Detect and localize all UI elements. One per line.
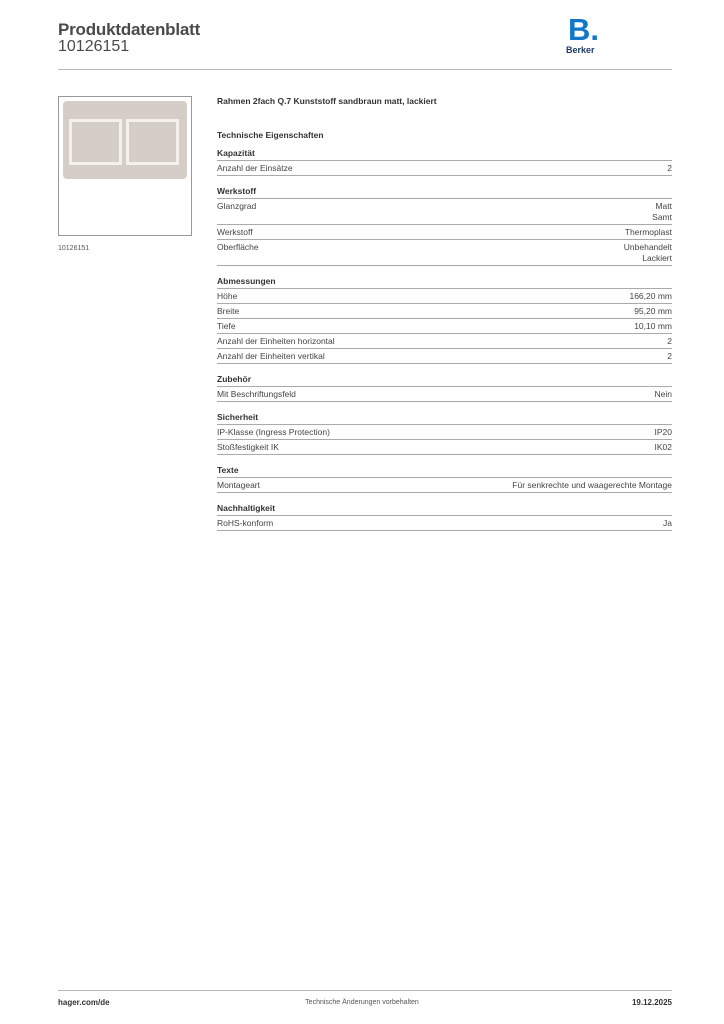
spec-value-line: Für senkrechte und waagerechte Montage: [512, 480, 672, 490]
spec-label: IP-Klasse (Ingress Protection): [217, 427, 330, 437]
spec-group: [217, 465, 672, 493]
frame-opening-right: [126, 119, 179, 165]
spec-label: Oberfläche: [217, 242, 259, 252]
footer-website: hager.com/de: [58, 998, 110, 1007]
footer-date: 19.12.2025: [631, 998, 672, 1007]
spec-value-line: Nein: [654, 389, 672, 399]
spec-value: [512, 480, 672, 491]
product-image: [58, 96, 192, 236]
spec-row: [217, 225, 672, 240]
spec-group: [217, 374, 672, 402]
spec-value-line: Ja: [663, 518, 672, 528]
spec-value-line: Matt: [655, 201, 672, 211]
frame-opening-left: [69, 119, 122, 165]
spec-value-line: 95,20 mm: [634, 306, 672, 316]
spec-groups: [217, 148, 672, 531]
spec-content: [217, 96, 672, 541]
spec-group: [217, 276, 672, 364]
spec-label: Glanzgrad: [217, 201, 257, 211]
spec-value-line: Lackiert: [642, 253, 672, 263]
footer-notice: Technische Änderungen vorbehalten: [305, 999, 419, 1006]
spec-label: Montageart: [217, 480, 260, 490]
spec-label: Tiefe: [217, 321, 236, 331]
spec-label: Anzahl der Einheiten vertikal: [217, 351, 325, 361]
spec-value: [667, 351, 672, 362]
spec-label: Anzahl der Einsätze: [217, 163, 293, 173]
spec-group-title: Zubehör: [217, 374, 672, 387]
berker-logo: [566, 14, 606, 56]
spec-group-title: Nachhaltigkeit: [217, 503, 672, 516]
spec-value: [655, 389, 672, 400]
spec-label: Werkstoff: [217, 227, 253, 237]
spec-group: [217, 412, 672, 455]
spec-group-title: Werkstoff: [217, 186, 672, 199]
spec-value: [663, 518, 672, 529]
spec-value-line: Unbehandelt: [623, 242, 672, 252]
spec-row: [217, 319, 672, 334]
logo-text: Berker: [566, 45, 595, 55]
spec-row: [217, 349, 672, 364]
spec-row: [217, 289, 672, 304]
product-name: Rahmen 2fach Q.7 Kunststoff sandbraun matt, lackiert: [217, 96, 437, 106]
spec-group-title: Abmessungen: [217, 276, 672, 289]
spec-value-line: Samt: [652, 212, 672, 222]
spec-label: Mit Beschriftungsfeld: [217, 389, 296, 399]
spec-value: [655, 427, 673, 438]
spec-row: [217, 478, 672, 493]
spec-label: Anzahl der Einheiten horizontal: [217, 336, 335, 346]
spec-group-title: Texte: [217, 465, 672, 478]
spec-value-line: Thermoplast: [624, 227, 672, 237]
spec-row: [217, 240, 672, 266]
spec-row: [217, 516, 672, 531]
spec-value: [625, 227, 672, 238]
spec-group-title: Sicherheit: [217, 412, 672, 425]
spec-label: Stoßfestigkeit IK: [217, 442, 279, 452]
image-caption: 10126151: [58, 245, 90, 252]
spec-group: [217, 148, 672, 176]
spec-value: [634, 306, 672, 317]
spec-row: [217, 425, 672, 440]
logo-mark: B.: [568, 12, 599, 47]
spec-value: [667, 336, 672, 347]
spec-value: [652, 201, 672, 223]
spec-group-title: Kapazität: [217, 148, 672, 161]
spec-row: [217, 199, 672, 225]
spec-value: [629, 291, 672, 302]
spec-value-line: 2: [667, 336, 672, 346]
article-number: 10126151: [58, 38, 130, 55]
spec-value: [634, 321, 672, 332]
footer-divider: [58, 990, 672, 991]
spec-value: [655, 442, 673, 453]
spec-row: [217, 440, 672, 455]
spec-row: [217, 304, 672, 319]
spec-value-line: 166,20 mm: [629, 291, 672, 301]
spec-row: [217, 334, 672, 349]
page-title: Produktdatenblatt: [58, 20, 201, 39]
spec-group: [217, 186, 672, 266]
spec-value-line: 10,10 mm: [634, 321, 672, 331]
header-divider: [58, 69, 672, 70]
section-heading: Technische Eigenschaften: [217, 130, 324, 140]
spec-row: [217, 387, 672, 402]
spec-value: [624, 242, 672, 264]
spec-row: [217, 161, 672, 176]
spec-value-line: IK02: [654, 442, 672, 452]
spec-label: Höhe: [217, 291, 238, 301]
frame-illustration: [63, 101, 187, 179]
spec-value-line: IP20: [654, 427, 672, 437]
spec-value: [667, 163, 672, 174]
spec-label: RoHS-konform: [217, 518, 274, 528]
spec-value-line: 2: [667, 163, 672, 173]
spec-group: [217, 503, 672, 531]
spec-label: Breite: [217, 306, 240, 316]
spec-value-line: 2: [667, 351, 672, 361]
